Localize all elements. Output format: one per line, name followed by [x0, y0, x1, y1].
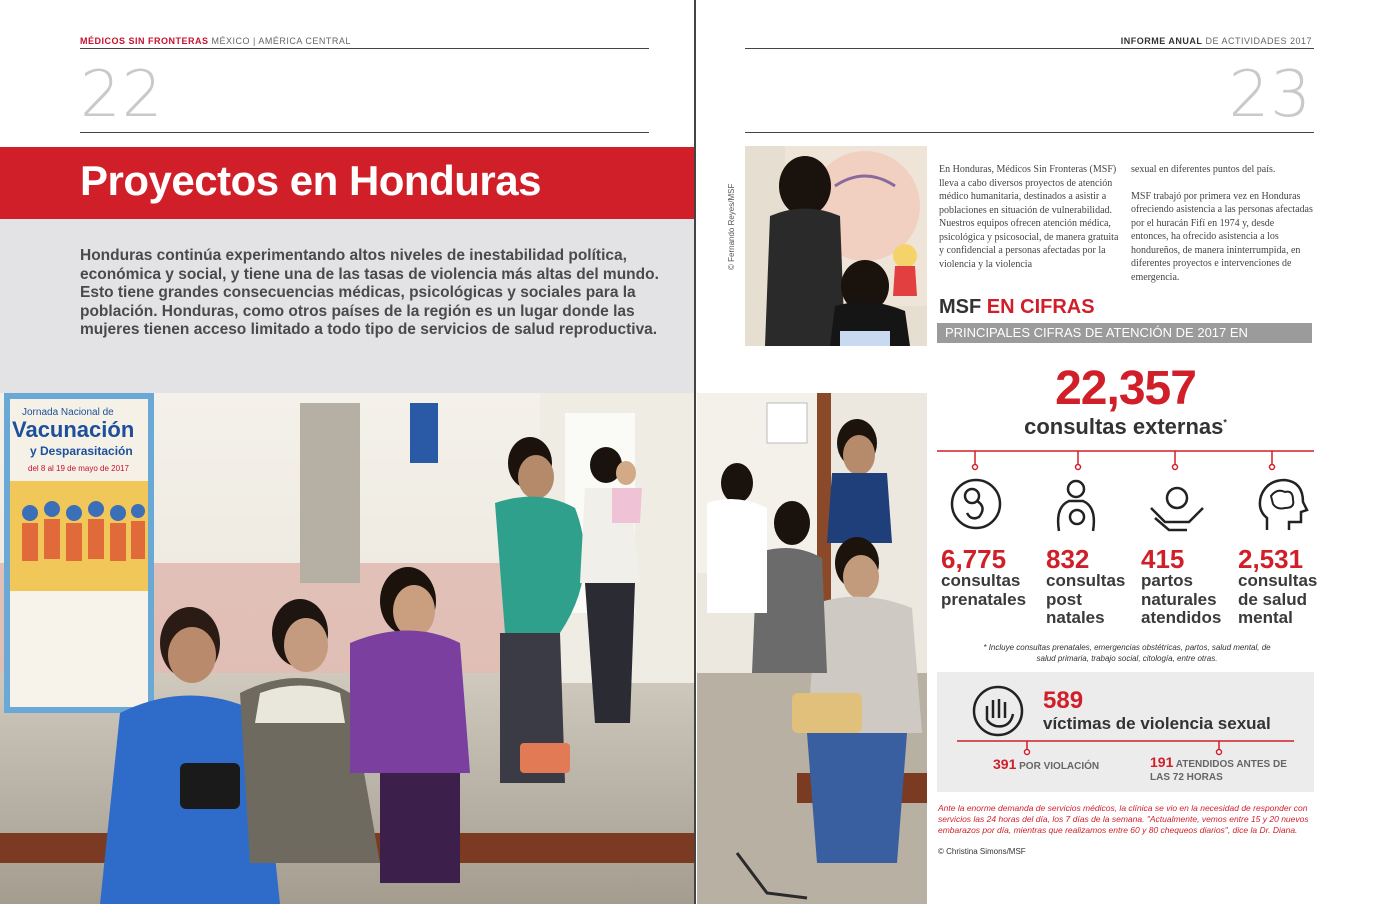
violence-connectors [957, 738, 1294, 758]
violence-sub-1-label: POR VIOLACIÓN [1019, 761, 1100, 772]
header-bold: INFORME ANUAL [1120, 36, 1203, 46]
intro-text: Honduras continúa experimentando altos niveles de inestabilidad política, económica y social, y tiene una de las tasas de violencia más altas del mundo. Esto tiene grandes consecuencias médicas, psicológicas y sociales para la población. Honduras, como otros países de la región es un lugar donde las mujeres tienen acceso limitado a todo tipo de servicios de salud reproductiva. [80, 247, 659, 338]
title-band [0, 147, 694, 219]
poster-line1: Jornada Nacional de [22, 407, 114, 418]
running-header-right [1121, 36, 1312, 46]
intro-box [0, 219, 694, 393]
page-number: 23 [1228, 58, 1312, 132]
body-column-1: En Honduras, Médicos Sin Fronteras (MSF) lleva a cabo diversos proyectos de atención médico humanitaria, destinados a asistir a poblaciones en situación de vulnerabilidad. Nuestros equipos ofrecen atención médica, psicológica y psicosocial, de manera gratuita y confidencial a personas afectadas por la violencia y la violencia [939, 164, 1119, 270]
waiting-room-photo-left [0, 393, 694, 904]
left-page [0, 0, 696, 904]
stat-value: 6,775 [941, 544, 1007, 574]
violence-label: víctimas de violencia sexual [1043, 714, 1271, 733]
photo-caption: Ante la enorme demanda de servicios médicos, la clínica se vio en la necesidad de responder con servicios las 24 horas del día, los 7 días de la semana. "Actualmente, vemos entre 15 y 20 nuevos embarazos por día, mientras que realizamos entre 60 y 80 chequeos diarios", dice la Dr. Diana. [938, 803, 1309, 835]
stat-label-1: consultas [1238, 571, 1318, 590]
poster-subtitle: y Desparasitación [30, 444, 133, 458]
header-brand: MÉDICOS SIN FRONTERAS [80, 36, 209, 46]
cifras-subtitle: PRINCIPALES CIFRAS DE ATENCIÓN DE 2017 EN HONDURAS [937, 323, 1312, 343]
header-rule [80, 48, 649, 49]
number-rule [745, 132, 1314, 133]
header-rule [745, 48, 1314, 49]
right-page [697, 0, 1394, 904]
stat-value: 2,531 [1238, 544, 1304, 574]
photo-credit-vertical: © Fernando Reyes/MSF [727, 183, 736, 270]
stat-value: 415 [1141, 544, 1185, 574]
mother-baby-icon [1049, 477, 1103, 537]
stat-label-3: mental [1238, 608, 1293, 627]
photo-illustration [0, 393, 694, 904]
stat-postnatales [1046, 546, 1125, 628]
cifras-title [939, 296, 1095, 319]
photo2-credit: © Christina Simons/MSF [938, 847, 1026, 856]
head-brain-icon [1253, 476, 1309, 534]
big-number: 22,357 [1055, 362, 1196, 415]
number-rule [80, 132, 649, 133]
stat-value: 832 [1046, 544, 1090, 574]
running-header-left [80, 36, 351, 46]
big-label-text: consultas externas [1024, 414, 1224, 439]
waiting-room-photo-right [697, 393, 927, 904]
stat-label-1: consultas [941, 571, 1021, 590]
hands-baby-icon [1147, 478, 1207, 534]
violence-sub-2-value: 191 [1150, 754, 1174, 770]
page-title: Proyectos en Honduras [80, 157, 541, 204]
mural-photo [745, 146, 927, 346]
footnote: * Incluye consultas prenatales, emergencias obstétricas, partos, salud mental, de salud primaria, trabajo social, citología, entre otras. [983, 643, 1271, 663]
poster-dates: del 8 al 19 de mayo de 2017 [28, 464, 129, 473]
mural-illustration [745, 146, 927, 346]
header-rest: DE ACTIVIDADES 2017 [1205, 36, 1312, 46]
stat-label-2: post [1046, 589, 1082, 609]
fetus-icon [949, 477, 1003, 531]
violence-sub-1 [993, 756, 1099, 772]
stat-label-2: de salud [1238, 589, 1307, 609]
stat-label-1: partos [1141, 571, 1193, 590]
stat-label-3: atendidos [1141, 608, 1222, 627]
stat-label-1: consultas [1046, 571, 1126, 590]
cifras-title-red: EN CIFRAS [986, 296, 1095, 318]
stat-label-3: natales [1046, 608, 1105, 627]
header-region: MÉXICO | AMÉRICA CENTRAL [211, 36, 351, 46]
photo-illustration-right [697, 393, 927, 904]
violence-sub-2-label: ATENDIDOS ANTES DE LAS 72 HORAS [1150, 759, 1287, 783]
cifras-title-msf: MSF [939, 296, 982, 318]
violence-number: 589 [1043, 687, 1084, 714]
page-number: 22 [80, 58, 164, 132]
violence-sub-2 [1150, 756, 1300, 784]
stat-label-2: prenatales [941, 589, 1027, 609]
connector-lines [937, 446, 1314, 476]
big-label [937, 414, 1314, 440]
body-col2-para2: MSF trabajó por primera vez en Honduras ofreciendo asistencia a las personas afectadas por el huracán Fifí en 1974 y, desde entonces, ha ofrecido asistencia a los hondureños, de manera ininterrumpida, en diferentes proyectos e intervenciones de emergencia. [1131, 190, 1313, 283]
stat-label-2: naturales [1141, 589, 1217, 609]
violence-sub-1-value: 391 [993, 756, 1017, 772]
stat-salud-mental [1238, 546, 1317, 628]
stat-prenatales [941, 546, 1026, 609]
stat-partos [1141, 546, 1221, 628]
violence-box [937, 672, 1314, 792]
hand-stop-icon [971, 684, 1025, 738]
body-column-2 [1131, 163, 1313, 284]
big-label-mark: * [1223, 417, 1227, 428]
body-col2-para1: sexual en diferentes puntos del país. [1131, 164, 1276, 175]
poster-title: Vacunación [12, 417, 135, 442]
